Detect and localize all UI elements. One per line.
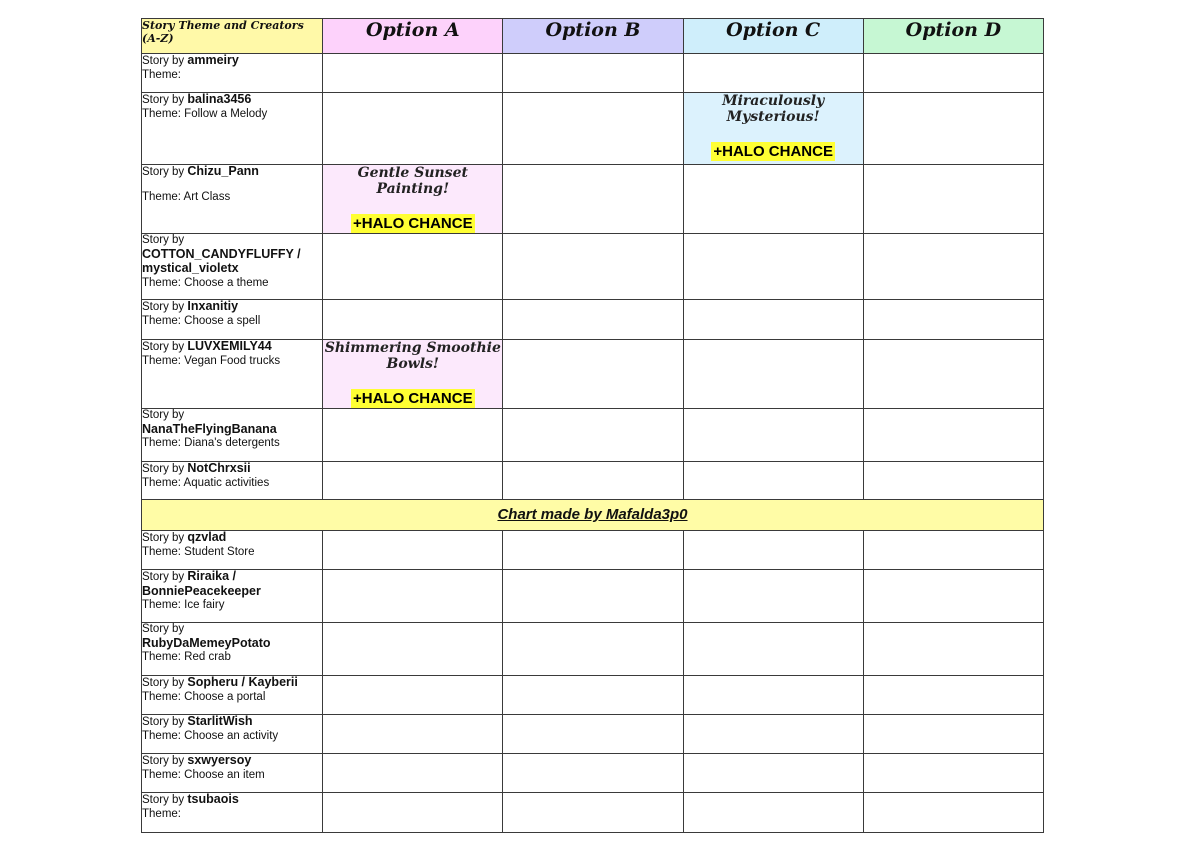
theme-text: Theme: Choose a spell [142,314,261,327]
table-row [142,462,1044,500]
halo-chance-badge: +HALO CHANCE [713,143,833,160]
creator-name: NotChrxsii [187,461,251,475]
option-d-cell [863,715,1043,754]
option-b-cell [503,300,683,340]
story-cell [142,715,323,754]
option-a-cell [323,165,503,234]
story-by-label: Story by [142,409,185,421]
theme-text: Theme: Aquatic activities [142,476,270,489]
story-by-label: Story by [142,571,185,583]
story-cell [142,754,323,793]
story-by-label: Story by [142,301,185,313]
option-d-cell [863,462,1043,500]
table-row [142,793,1044,833]
option-d-cell [863,54,1043,93]
story-cell [142,234,323,300]
option-a-cell [323,300,503,340]
theme-text: Theme: Art Class [142,190,231,203]
creator-name: qzvlad [187,530,227,544]
theme-text: Theme: Red crab [142,651,231,663]
theme-text: Theme: Choose an item [142,768,265,781]
option-c-cell [683,340,863,409]
header-story-themes: Story Theme and Creators (A-Z) [142,19,323,54]
header-row [142,19,1044,54]
table-row [142,409,1044,462]
table-row [142,54,1044,93]
story-by-label: Story by [142,341,185,353]
option-a-cell [323,340,503,409]
option-a-cell [323,570,503,623]
story-by-label: Story by [142,532,185,544]
table-row [142,300,1044,340]
option-c-cell [683,531,863,570]
creator-name: tsubaois [187,792,239,806]
option-a-cell [323,754,503,793]
creator-name: balina3456 [187,92,252,106]
option-b-cell [503,234,683,300]
story-cell [142,409,323,462]
option-c-cell [683,623,863,676]
theme-text: Theme: Vegan Food trucks [142,354,281,367]
option-c-cell [683,570,863,623]
table-row [142,754,1044,793]
reward-note: Gentle Sunset Painting! [357,165,468,197]
option-c-cell [683,93,863,165]
header-option-b: Option B [503,19,683,54]
option-a-cell [323,54,503,93]
table-row [142,165,1044,234]
option-a-cell [323,531,503,570]
creator-name: LUVXEMILY44 [187,339,272,353]
story-options-table [141,18,1044,833]
theme-text: Theme: Follow a Melody [142,107,268,120]
option-a-cell [323,462,503,500]
option-b-cell [503,340,683,409]
option-d-cell [863,570,1043,623]
table-row [142,570,1044,623]
story-by-label: Story by [142,755,185,767]
creator-name: NanaTheFlyingBanana [142,421,277,436]
option-b-cell [503,165,683,234]
option-c-cell [683,165,863,234]
option-d-cell [863,93,1043,165]
option-b-cell [503,623,683,676]
theme-text: Theme: Ice fairy [142,599,225,611]
option-b-cell [503,54,683,93]
option-b-cell [503,793,683,833]
option-b-cell [503,676,683,715]
table-row [142,676,1044,715]
creator-name: Chizu_Pann [187,164,259,178]
option-b-cell [503,93,683,165]
option-c-cell [683,754,863,793]
story-by-label: Story by [142,166,185,178]
option-a-cell [323,409,503,462]
creator-name: ammeiry [187,53,239,67]
credit-banner-row [142,500,1044,531]
option-c-cell [683,54,863,93]
header-option-c: Option C [683,19,863,54]
option-b-cell [503,462,683,500]
story-by-label: Story by [142,716,185,728]
theme-text: Theme: Choose a theme [142,276,269,289]
story-by-label: Story by [142,234,185,246]
option-b-cell [503,715,683,754]
creator-name: RubyDaMemeyPotato [142,635,271,650]
table-row [142,93,1044,165]
option-d-cell [863,234,1043,300]
option-d-cell [863,793,1043,833]
story-cell [142,165,323,234]
story-cell [142,793,323,833]
story-cell [142,676,323,715]
reward-note: Miraculously Mysterious! [722,93,825,125]
theme-text: Theme: [142,68,181,81]
story-cell [142,300,323,340]
reward-note: Shimmering Smoothie Bowls! [324,340,501,372]
story-cell [142,54,323,93]
story-cell [142,531,323,570]
option-d-cell [863,300,1043,340]
option-a-cell [323,623,503,676]
halo-chance-badge: +HALO CHANCE [352,215,473,232]
option-c-cell [683,234,863,300]
option-d-cell [863,754,1043,793]
table-row [142,340,1044,409]
option-c-cell [683,676,863,715]
theme-text: Theme: Choose a portal [142,690,266,703]
creator-name: Sopheru / Kayberii [187,675,298,689]
option-b-cell [503,570,683,623]
story-cell [142,93,323,165]
option-a-cell [323,715,503,754]
theme-text: Theme: Diana's detergents [142,437,280,449]
story-by-label: Story by [142,94,185,106]
option-d-cell [863,676,1043,715]
theme-text: Theme: Student Store [142,545,255,558]
credit-banner [142,500,1044,531]
option-c-cell [683,300,863,340]
header-option-a: Option A [323,19,503,54]
story-cell [142,623,323,676]
option-d-cell [863,623,1043,676]
option-c-cell [683,793,863,833]
creator-name: Inxanitiy [187,299,239,313]
story-by-label: Story by [142,463,185,475]
story-by-label: Story by [142,55,185,67]
option-a-cell [323,676,503,715]
option-d-cell [863,531,1043,570]
option-c-cell [683,715,863,754]
creator-name: COTTON_CANDYFLUFFY / mystical_violetx [142,246,301,275]
story-by-label: Story by [142,794,185,806]
theme-text: Theme: Choose an activity [142,729,279,742]
story-cell [142,570,323,623]
table-row [142,623,1044,676]
option-d-cell [863,409,1043,462]
option-d-cell [863,340,1043,409]
option-a-cell [323,793,503,833]
table-row [142,531,1044,570]
option-b-cell [503,754,683,793]
option-c-cell [683,409,863,462]
halo-chance-badge: +HALO CHANCE [352,390,473,407]
creator-name: Riraika / BonniePeacekeeper [142,569,261,598]
creator-name: StarlitWish [187,714,253,728]
creator-name: sxwyersoy [187,753,252,767]
story-by-label: Story by [142,623,185,635]
story-cell [142,462,323,500]
option-a-cell [323,93,503,165]
option-b-cell [503,409,683,462]
option-c-cell [683,462,863,500]
story-cell [142,340,323,409]
option-b-cell [503,531,683,570]
header-option-d: Option D [863,19,1043,54]
theme-text: Theme: [142,807,181,820]
option-a-cell [323,234,503,300]
option-d-cell [863,165,1043,234]
story-by-label: Story by [142,677,185,689]
table-row [142,234,1044,300]
table-row [142,715,1044,754]
chart-credit: Chart made by Mafalda3p0 [497,506,688,523]
